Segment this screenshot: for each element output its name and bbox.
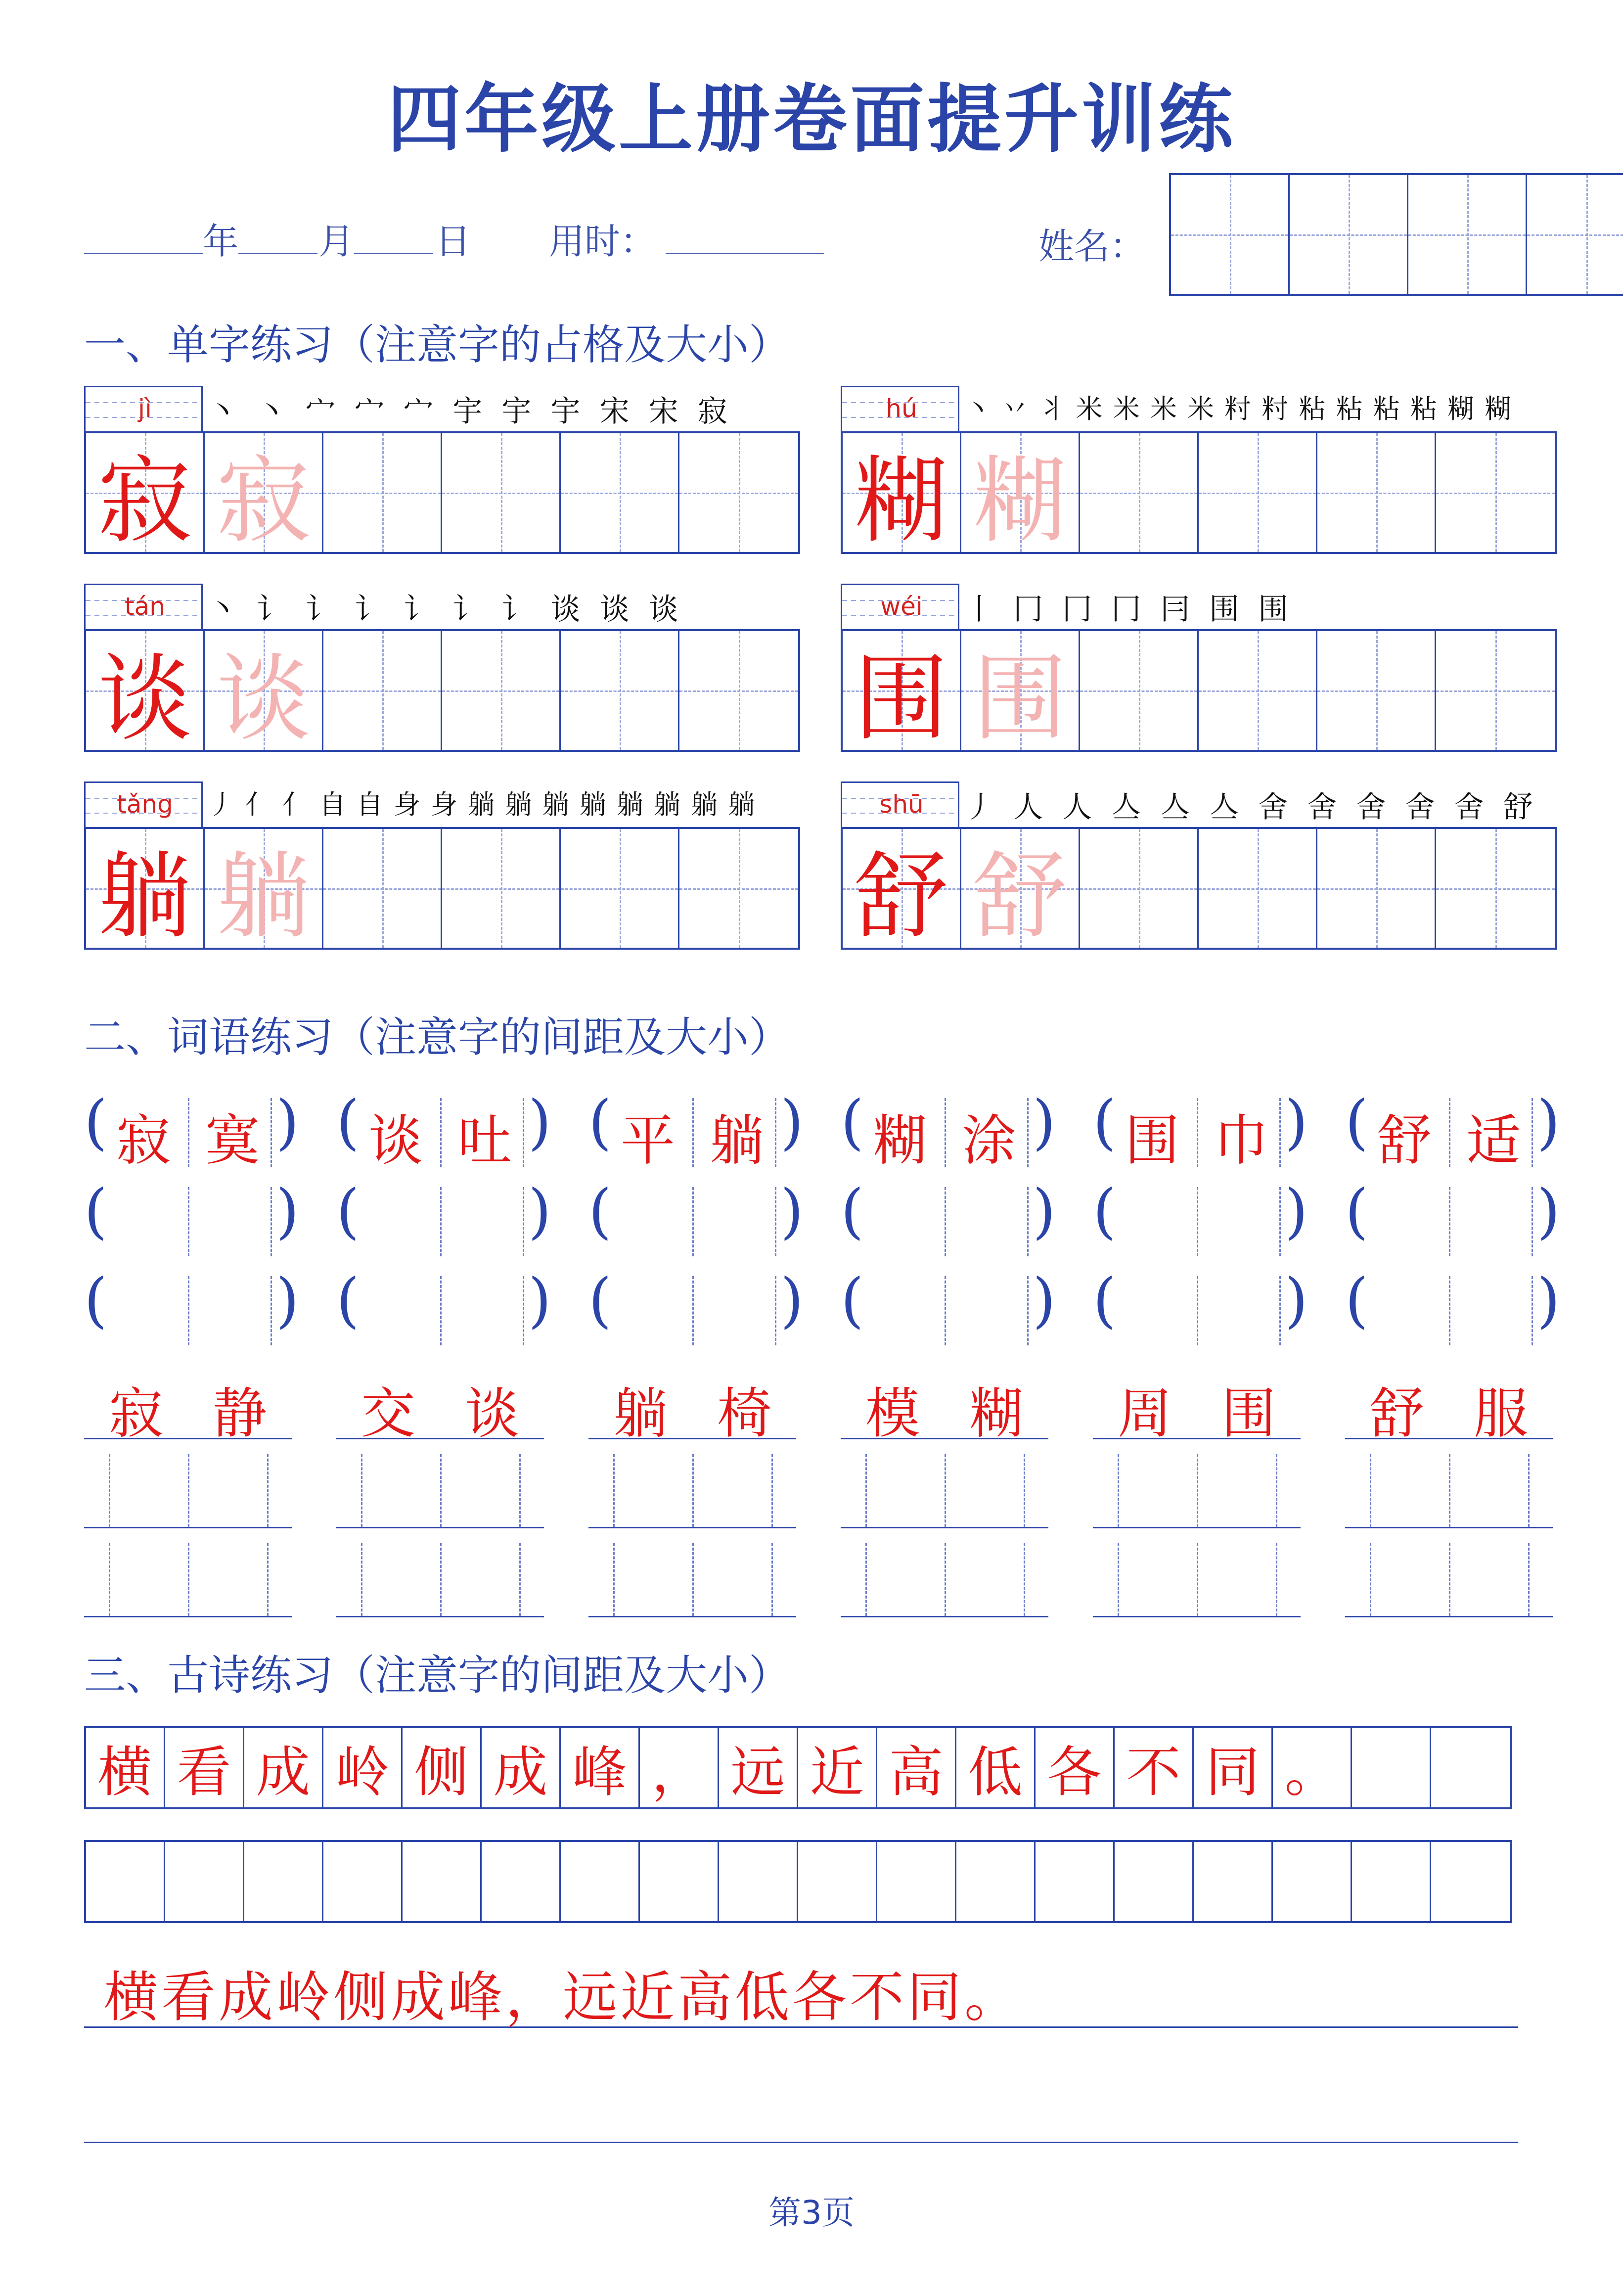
blank-cell[interactable] (561, 433, 679, 552)
year-label: 年 (203, 221, 239, 262)
model-cell (843, 829, 961, 951)
word-box[interactable] (1365, 1187, 1533, 1256)
open-paren: ( (84, 1088, 107, 1157)
line-word-item[interactable] (1093, 1543, 1301, 1617)
pinyin-box (84, 584, 203, 629)
time-blank[interactable] (666, 252, 824, 254)
close-paren: ) (1537, 1266, 1560, 1335)
word-char: 寂 (116, 1109, 171, 1172)
name-cell[interactable] (1171, 175, 1290, 294)
word-char: 服 (1474, 1382, 1528, 1445)
close-paren: ) (1537, 1088, 1560, 1157)
trace-char: 糊 (973, 446, 1067, 555)
practice-grid (84, 827, 800, 950)
model-char: 躺 (97, 841, 192, 951)
trace-cell[interactable] (961, 631, 1080, 753)
model-word (603, 1097, 781, 1175)
blank-cell[interactable] (442, 829, 561, 948)
close-paren: ) (276, 1177, 299, 1246)
model-word (84, 1370, 292, 1448)
poem-blank-cell[interactable] (165, 1842, 244, 1921)
poem-cell: 同 (1194, 1728, 1273, 1807)
close-paren: ) (276, 1088, 299, 1157)
page-title: 四年级上册卷面提升训练 (387, 77, 1236, 163)
blank-cell[interactable] (323, 631, 442, 750)
word-char: 寞 (205, 1109, 260, 1172)
paren-word-item (84, 1088, 336, 1172)
word-box[interactable] (608, 1187, 776, 1256)
open-paren: ( (336, 1266, 360, 1335)
line-word-item (1345, 1365, 1553, 1445)
blank-cell[interactable] (679, 631, 798, 750)
model-char: 谈 (97, 643, 192, 753)
word-char: 躺 (613, 1382, 668, 1445)
model-word (1108, 1097, 1286, 1175)
practice-grid (84, 629, 800, 752)
model-word (841, 1370, 1048, 1448)
blank-cell[interactable] (679, 829, 798, 948)
model-cell (86, 631, 205, 753)
paren-word-item[interactable] (336, 1266, 588, 1345)
poem-blank-cell[interactable] (798, 1842, 877, 1921)
trace-cell[interactable] (205, 433, 323, 555)
word-char: 巾 (1214, 1109, 1268, 1172)
section3-title: 三、古诗练习（注意字的间距及大小） (84, 1651, 791, 1699)
paren-word-item[interactable] (841, 1266, 1093, 1345)
model-cell (843, 433, 961, 555)
section1-title: 一、单字练习（注意字的占格及大小） (84, 321, 791, 369)
line-word-item[interactable] (841, 1454, 1048, 1528)
practice-grid (841, 827, 1557, 950)
poem-cell: 峰 (561, 1728, 640, 1807)
year-blank[interactable] (84, 252, 203, 254)
poem-cell: 低 (956, 1728, 1036, 1807)
word-char: 围 (1221, 1382, 1276, 1445)
line-word-item (588, 1365, 796, 1445)
open-paren: ( (841, 1177, 864, 1246)
trace-char: 躺 (216, 841, 311, 951)
close-paren: ) (528, 1088, 551, 1157)
open-paren: ( (84, 1266, 107, 1335)
line-word-item[interactable] (841, 1543, 1048, 1617)
word-char: 舒 (1370, 1382, 1424, 1445)
word-char: 糊 (969, 1382, 1024, 1445)
poem-blank-cell[interactable] (86, 1842, 165, 1921)
word-char: 交 (361, 1382, 415, 1445)
close-paren: ) (780, 1266, 804, 1335)
word-char: 谈 (368, 1109, 423, 1172)
paren-word-area (84, 1088, 1597, 1355)
paren-word-item (336, 1088, 588, 1172)
model-cell (86, 433, 205, 555)
poem-blank-cell[interactable] (323, 1842, 403, 1921)
word-box[interactable] (104, 1276, 272, 1345)
poem-cell (1352, 1728, 1431, 1807)
line-word-item[interactable] (1345, 1543, 1553, 1617)
pinyin: tán (125, 592, 165, 621)
model-word (588, 1370, 796, 1448)
blank-cell[interactable] (1199, 631, 1317, 750)
poem-cell: 看 (165, 1728, 244, 1807)
paren-word-item[interactable] (588, 1177, 841, 1256)
paren-word-item[interactable] (588, 1266, 841, 1345)
stroke-order: 丿 亻 亻 自 自 身 身 躺 躺 躺 躺 躺 躺 躺 躺 (208, 789, 756, 820)
open-paren: ( (336, 1088, 360, 1157)
blank-cell[interactable] (1199, 829, 1317, 948)
blank-cell[interactable] (442, 433, 561, 552)
blank-cell[interactable] (1317, 631, 1436, 750)
line-word-item[interactable] (84, 1543, 292, 1617)
paren-word-item (1093, 1088, 1345, 1172)
paren-word-item[interactable] (336, 1177, 588, 1256)
poem-blank-cell[interactable] (956, 1842, 1036, 1921)
word-char: 躺 (710, 1109, 764, 1172)
model-word (1360, 1097, 1538, 1175)
open-paren: ( (588, 1177, 612, 1246)
poem-blank-cell[interactable] (1431, 1842, 1510, 1921)
paren-word-item[interactable] (84, 1177, 336, 1256)
stroke-order: 丶 丶 宀 宀 宀 宇 宇 宇 宋 宋 寂 (208, 394, 732, 429)
name-cell[interactable] (1290, 175, 1408, 294)
poem-cell: 岭 (323, 1728, 403, 1807)
open-paren: ( (1093, 1266, 1116, 1335)
word-char: 静 (213, 1382, 267, 1445)
poem-cell: 不 (1115, 1728, 1194, 1807)
paren-word-item[interactable] (1093, 1177, 1345, 1256)
blank-cell[interactable] (1317, 829, 1436, 948)
close-paren: ) (1033, 1088, 1056, 1157)
close-paren: ) (1285, 1088, 1308, 1157)
line-word-item (1093, 1365, 1301, 1445)
model-char: 舒 (854, 841, 948, 951)
poem-cell: 近 (798, 1728, 877, 1807)
page-number: 第3页 (768, 2194, 855, 2232)
stroke-order: 丨 冂 冂 冂 冃 围 围 (964, 592, 1293, 627)
close-paren: ) (1537, 1177, 1560, 1246)
word-box[interactable] (860, 1276, 1029, 1345)
month-blank[interactable] (238, 252, 317, 254)
time-label: 用时： (549, 221, 656, 262)
poem-blank-cell[interactable] (403, 1842, 482, 1921)
line-word-item (336, 1365, 544, 1445)
stroke-order: 丶 丷 丬 米 米 米 米 籿 籿 粘 粘 粘 粘 糊 糊 (964, 393, 1513, 424)
blank-cell[interactable] (1436, 433, 1555, 552)
pinyin: wéi (880, 592, 923, 621)
stroke-order: 丿 人 人 亼 亼 亼 舍 舍 舍 舍 舍 舒 (964, 790, 1538, 825)
paren-word-item[interactable] (1345, 1177, 1597, 1256)
line-word-item (841, 1365, 1048, 1445)
word-box[interactable] (104, 1187, 272, 1256)
blank-cell[interactable] (1080, 631, 1199, 750)
open-paren: ( (588, 1266, 612, 1335)
model-word (336, 1370, 544, 1448)
month-label: 月 (318, 221, 355, 262)
pinyin-box (841, 584, 959, 629)
word-box[interactable] (1113, 1276, 1281, 1345)
poem-blank-cell[interactable] (1115, 1842, 1194, 1921)
poem-blank-cell[interactable] (1273, 1842, 1352, 1921)
close-paren: ) (1033, 1266, 1056, 1335)
pinyin-box (84, 386, 203, 431)
pinyin-box (841, 386, 959, 431)
model-word (856, 1097, 1034, 1175)
blank-cell[interactable] (323, 433, 442, 552)
word-char: 吐 (457, 1109, 512, 1172)
paren-word-item (1345, 1088, 1597, 1172)
pinyin: shū (879, 790, 924, 819)
blank-cell[interactable] (323, 829, 442, 948)
stroke-order: 丶 讠 讠 讠 讠 讠 讠 谈 谈 谈 (208, 592, 683, 627)
trace-char: 谈 (216, 643, 311, 753)
line-word-item[interactable] (336, 1543, 544, 1617)
poem-cell (1431, 1728, 1510, 1807)
poem-cell: 侧 (403, 1728, 482, 1807)
pinyin-box (841, 781, 959, 827)
poem-cell: 。 (1273, 1728, 1352, 1807)
poem-grid-filled (84, 1726, 1512, 1809)
blank-cell[interactable] (561, 631, 679, 750)
line-word-item (84, 1365, 292, 1445)
model-word (351, 1097, 529, 1175)
word-char: 糊 (873, 1109, 927, 1172)
word-char: 平 (621, 1109, 675, 1172)
paren-word-item[interactable] (1093, 1266, 1345, 1345)
name-cell[interactable] (1408, 175, 1527, 294)
paren-word-item (841, 1088, 1093, 1172)
close-paren: ) (1285, 1266, 1308, 1335)
pinyin: hú (886, 394, 917, 423)
poem-handwriting-line: 横看成岭侧成峰，远近高低各不同。 (84, 1954, 1518, 2028)
poem-blank-cell[interactable] (561, 1842, 640, 1921)
close-paren: ) (1285, 1177, 1308, 1246)
blank-cell[interactable] (1317, 433, 1436, 552)
open-paren: ( (84, 1177, 107, 1246)
trace-cell[interactable] (205, 631, 323, 753)
trace-char: 围 (973, 643, 1067, 753)
poem-blank-cell[interactable] (640, 1842, 719, 1921)
open-paren: ( (1345, 1266, 1368, 1335)
model-word (1093, 1370, 1301, 1448)
name-label: 姓名： (1038, 226, 1146, 267)
open-paren: ( (1345, 1177, 1368, 1246)
model-word (1345, 1370, 1553, 1448)
poem-grid-blank (84, 1840, 1512, 1923)
blank-cell[interactable] (1199, 433, 1317, 552)
close-paren: ) (528, 1177, 551, 1246)
line-word-item[interactable] (588, 1454, 796, 1528)
model-char: 围 (854, 643, 948, 753)
open-paren: ( (1093, 1088, 1116, 1157)
trace-cell[interactable] (205, 829, 323, 951)
practice-grid (841, 629, 1557, 752)
model-cell (843, 631, 961, 753)
word-box[interactable] (356, 1187, 524, 1256)
line-word-item[interactable] (336, 1454, 544, 1528)
close-paren: ) (780, 1177, 804, 1246)
day-blank[interactable] (354, 252, 433, 254)
poem-blank-cell[interactable] (482, 1842, 561, 1921)
poem-blank-cell[interactable] (244, 1842, 323, 1921)
word-char: 寂 (109, 1382, 163, 1445)
open-paren: ( (1093, 1177, 1116, 1246)
word-box[interactable] (608, 1276, 776, 1345)
trace-char: 舒 (973, 841, 1067, 951)
pinyin: tǎng (117, 790, 173, 819)
poem-cell: 高 (877, 1728, 956, 1807)
practice-grid (84, 431, 800, 554)
poem-blank-cell[interactable] (877, 1842, 956, 1921)
open-paren: ( (841, 1088, 864, 1157)
close-paren: ) (780, 1088, 804, 1157)
poem-cell: 成 (482, 1728, 561, 1807)
word-box[interactable] (860, 1187, 1029, 1256)
practice-grid (841, 431, 1557, 554)
open-paren: ( (1345, 1088, 1368, 1157)
close-paren: ) (1033, 1177, 1056, 1246)
word-char: 适 (1466, 1109, 1521, 1172)
model-char: 糊 (854, 446, 948, 555)
paren-word-item[interactable] (841, 1177, 1093, 1256)
poem-blank-cell[interactable] (1194, 1842, 1273, 1921)
word-char: 周 (1118, 1382, 1172, 1445)
word-char: 谈 (465, 1382, 519, 1445)
paren-word-item (588, 1088, 841, 1172)
trace-char: 寂 (216, 446, 311, 555)
word-char: 椅 (717, 1382, 771, 1445)
name-cell[interactable] (1527, 175, 1623, 294)
day-label: 日 (435, 221, 471, 262)
word-char: 涂 (962, 1109, 1016, 1172)
blank-cell[interactable] (1436, 631, 1555, 750)
model-char: 寂 (97, 446, 192, 555)
name-box[interactable] (1169, 173, 1623, 296)
pinyin-box (84, 781, 203, 827)
blank-cell[interactable] (561, 829, 679, 948)
word-char: 围 (1125, 1109, 1179, 1172)
poem-blank-cell[interactable] (719, 1842, 798, 1921)
section2-title: 二、词语练习（注意字的间距及大小） (84, 1013, 791, 1061)
model-cell (86, 829, 205, 951)
word-box[interactable] (1113, 1187, 1281, 1256)
poem-blank-cell[interactable] (1352, 1842, 1431, 1921)
line-word-item[interactable] (1093, 1454, 1301, 1528)
close-paren: ) (528, 1266, 551, 1335)
line-word-item[interactable] (1345, 1454, 1553, 1528)
open-paren: ( (841, 1266, 864, 1335)
poem-cell: 横 (86, 1728, 165, 1807)
close-paren: ) (276, 1266, 299, 1335)
blank-cell[interactable] (1080, 829, 1199, 948)
word-char: 模 (865, 1382, 920, 1445)
blank-cell[interactable] (679, 433, 798, 552)
pinyin: jì (138, 394, 152, 423)
line-word-item[interactable] (588, 1543, 796, 1617)
poem-cell: 远 (719, 1728, 798, 1807)
poem-cell: ， (640, 1728, 719, 1807)
poem-cell: 各 (1036, 1728, 1115, 1807)
word-char: 舒 (1377, 1109, 1432, 1172)
paren-word-item[interactable] (84, 1266, 336, 1345)
blank-cell[interactable] (1436, 829, 1555, 948)
paren-word-item[interactable] (1345, 1266, 1597, 1345)
model-word (99, 1097, 277, 1175)
blank-writing-line[interactable] (84, 2142, 1518, 2143)
trace-cell[interactable] (961, 433, 1080, 555)
poem-blank-cell[interactable] (1036, 1842, 1115, 1921)
word-box[interactable] (356, 1276, 524, 1345)
blank-cell[interactable] (1080, 433, 1199, 552)
poem-cell: 成 (244, 1728, 323, 1807)
blank-cell[interactable] (442, 631, 561, 750)
open-paren: ( (588, 1088, 612, 1157)
trace-cell[interactable] (961, 829, 1080, 951)
word-box[interactable] (1365, 1276, 1533, 1345)
open-paren: ( (336, 1177, 360, 1246)
line-word-item[interactable] (84, 1454, 292, 1528)
